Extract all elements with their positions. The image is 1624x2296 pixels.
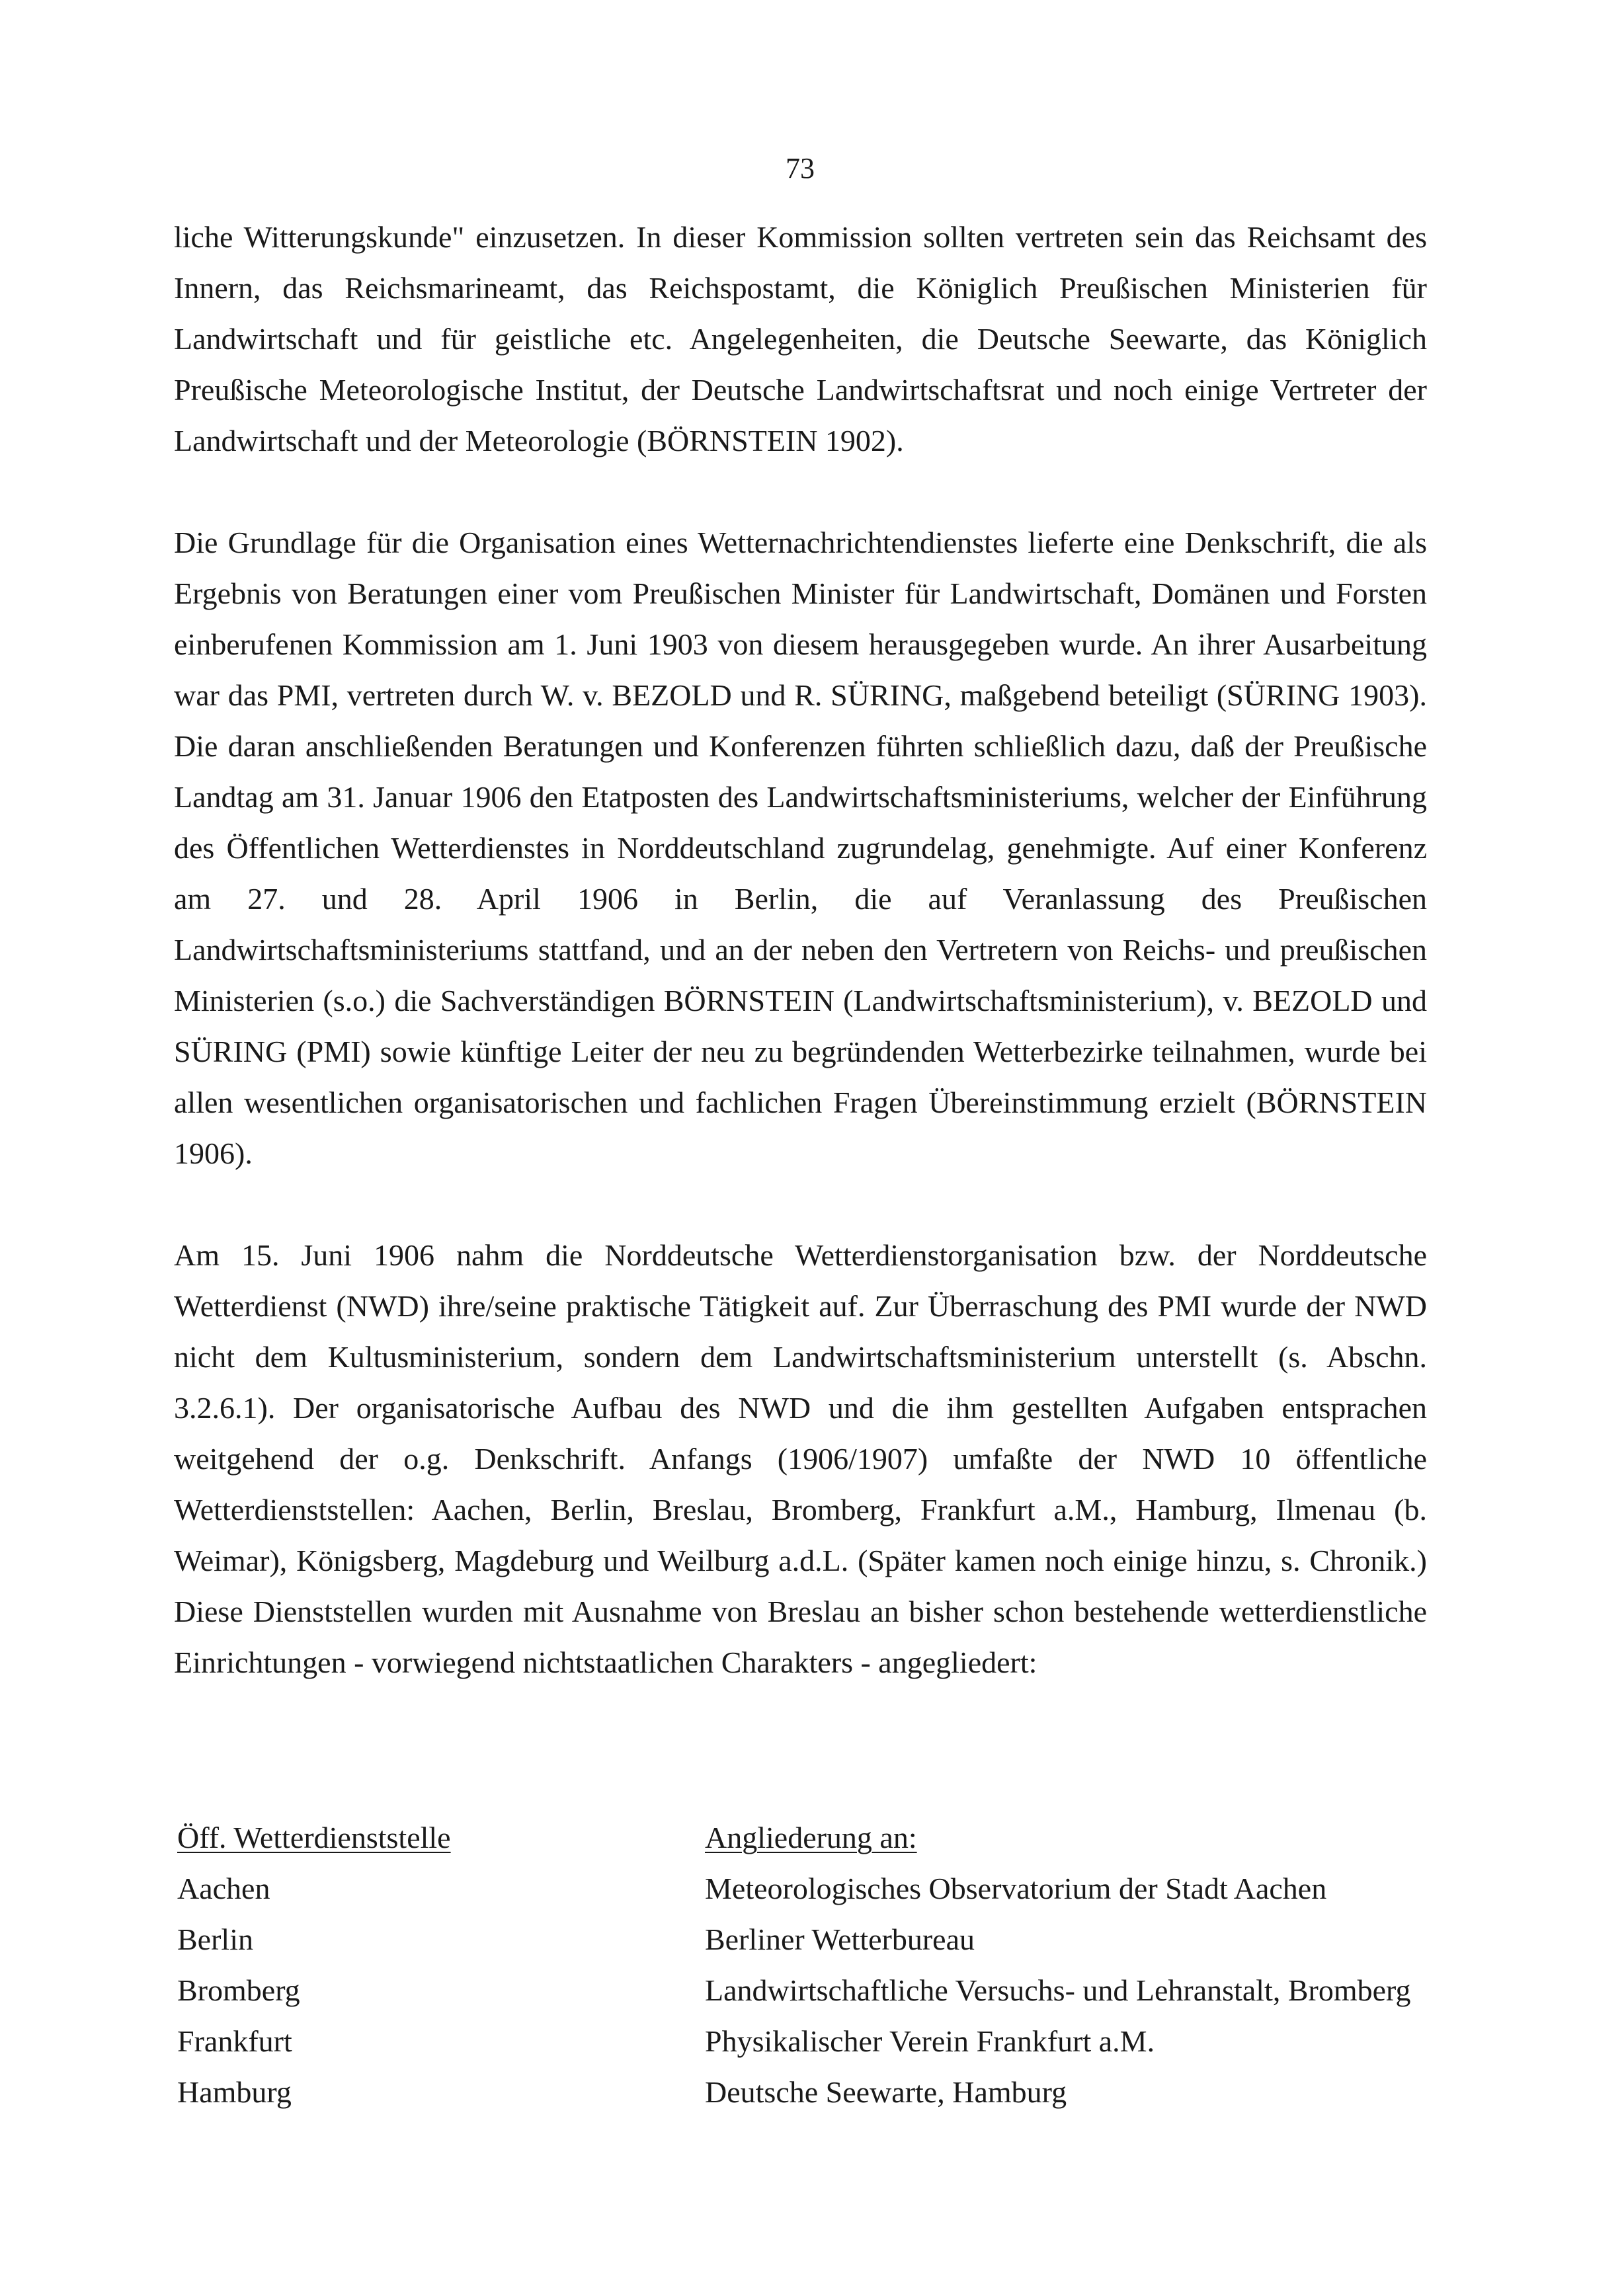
table-cell-station: Frankfurt: [177, 2024, 292, 2058]
table-header-row: [177, 1812, 1434, 1863]
table-row: [177, 1914, 1434, 1965]
table-header-station: Öff. Wetterdienststelle: [177, 1821, 451, 1854]
table-row: [177, 1863, 1434, 1914]
station-table: [177, 1812, 1434, 2118]
paragraph-2: Die Grundlage für die Organisation eines Wetternachrichtendienstes lieferte eine Denkschrift, die als Ergebnis von Beratungen einer vom Preußischen Minister für Landwirtschaft, Domänen und Forsten einberufenen Kommission am 1. Juni 1903 von diesem herausgegeben wurde. An ihrer Ausarbeitung war das PMI, vertreten durch W. v. BEZOLD und R. SÜRING, maßgebend beteiligt (SÜRING 1903). Die daran anschließenden Beratungen und Konferenzen führten schließlich dazu, daß der Preußische Landtag am 31. Januar 1906 den Etatposten des Landwirtschaftsministeriums, welcher der Einführung des Öffentlichen Wetterdienstes in Norddeutschland zugrundelag, genehmigte. Auf einer Konferenz am 27. und 28. April 1906 in Berlin, die auf Veranlassung des Preußischen Landwirtschaftsministeriums stattfand, und an der neben den Vertretern von Reichs- und preußischen Ministerien (s.o.) die Sachverständigen BÖRNSTEIN (Landwirtschaftsministerium), v. BEZOLD und SÜRING (PMI) sowie künftige Leiter der neu zu begründenden Wetterbezirke teilnahmen, wurde bei allen wesentlichen organisatorischen und fachlichen Fragen Übereinstimmung erzielt (BÖRNSTEIN 1906).: [174, 526, 1427, 1170]
table-cell-attached: Physikalischer Verein Frankfurt a.M.: [705, 2024, 1155, 2058]
table-cell-station: Bromberg: [177, 1973, 300, 2007]
table-cell-attached: Berliner Wetterbureau: [705, 1922, 975, 1956]
paragraph-1: liche Witterungskunde" einzusetzen. In dieser Kommission sollten vertreten sein das Reichsamt des Innern, das Reichsmarineamt, das Reichspostamt, die Königlich Preußischen Ministerien für Landwirtschaft und für geistliche etc. Angelegenheiten, die Deutsche Seewarte, das Königlich Preußische Meteorologische Institut, der Deutsche Landwirtschaftsrat und noch einige Vertreter der Landwirtschaft und der Meteorologie (BÖRNSTEIN 1902).: [174, 220, 1427, 457]
table-cell-attached: Meteorologisches Observatorium der Stadt Aachen: [705, 1872, 1327, 1905]
table-row: [177, 1965, 1434, 2016]
page-number: 73: [786, 152, 815, 184]
table-cell-attached: Landwirtschaftliche Versuchs- und Lehranstalt, Bromberg: [705, 1973, 1411, 2007]
table-cell-station: Hamburg: [177, 2075, 292, 2109]
table-row: [177, 2067, 1434, 2118]
table-cell-station: Berlin: [177, 1922, 253, 1956]
table-cell-attached: Deutsche Seewarte, Hamburg: [705, 2075, 1067, 2109]
table-header-attached: Angliederung an:: [705, 1821, 917, 1854]
body-text: [174, 212, 1427, 1688]
table-cell-station: Aachen: [177, 1872, 270, 1905]
paragraph-3: Am 15. Juni 1906 nahm die Norddeutsche Wetterdienstorganisation bzw. der Norddeutsche Wetterdienst (NWD) ihre/seine praktische Tätigkeit auf. Zur Überraschung des PMI wurde der NWD nicht dem Kultusministerium, sondern dem Landwirtschaftsministerium unterstellt (s. Abschn. 3.2.6.1). Der organisatorische Aufbau des NWD und die ihm gestellten Aufgaben entsprachen weitgehend der o.g. Denkschrift. Anfangs (1906/1907) umfaßte der NWD 10 öffentliche Wetterdienststellen: Aachen, Berlin, Breslau, Bromberg, Frankfurt a.M., Hamburg, Ilmenau (b. Weimar), Königsberg, Magdeburg und Weilburg a.d.L. (Später kamen noch einige hinzu, s. Chronik.) Diese Dienststellen wurden mit Ausnahme von Breslau an bisher schon bestehende wetterdienstliche Einrichtungen - vorwiegend nichtstaatlichen Charakters - angegliedert:: [174, 1238, 1427, 1679]
table-row: [177, 2016, 1434, 2067]
